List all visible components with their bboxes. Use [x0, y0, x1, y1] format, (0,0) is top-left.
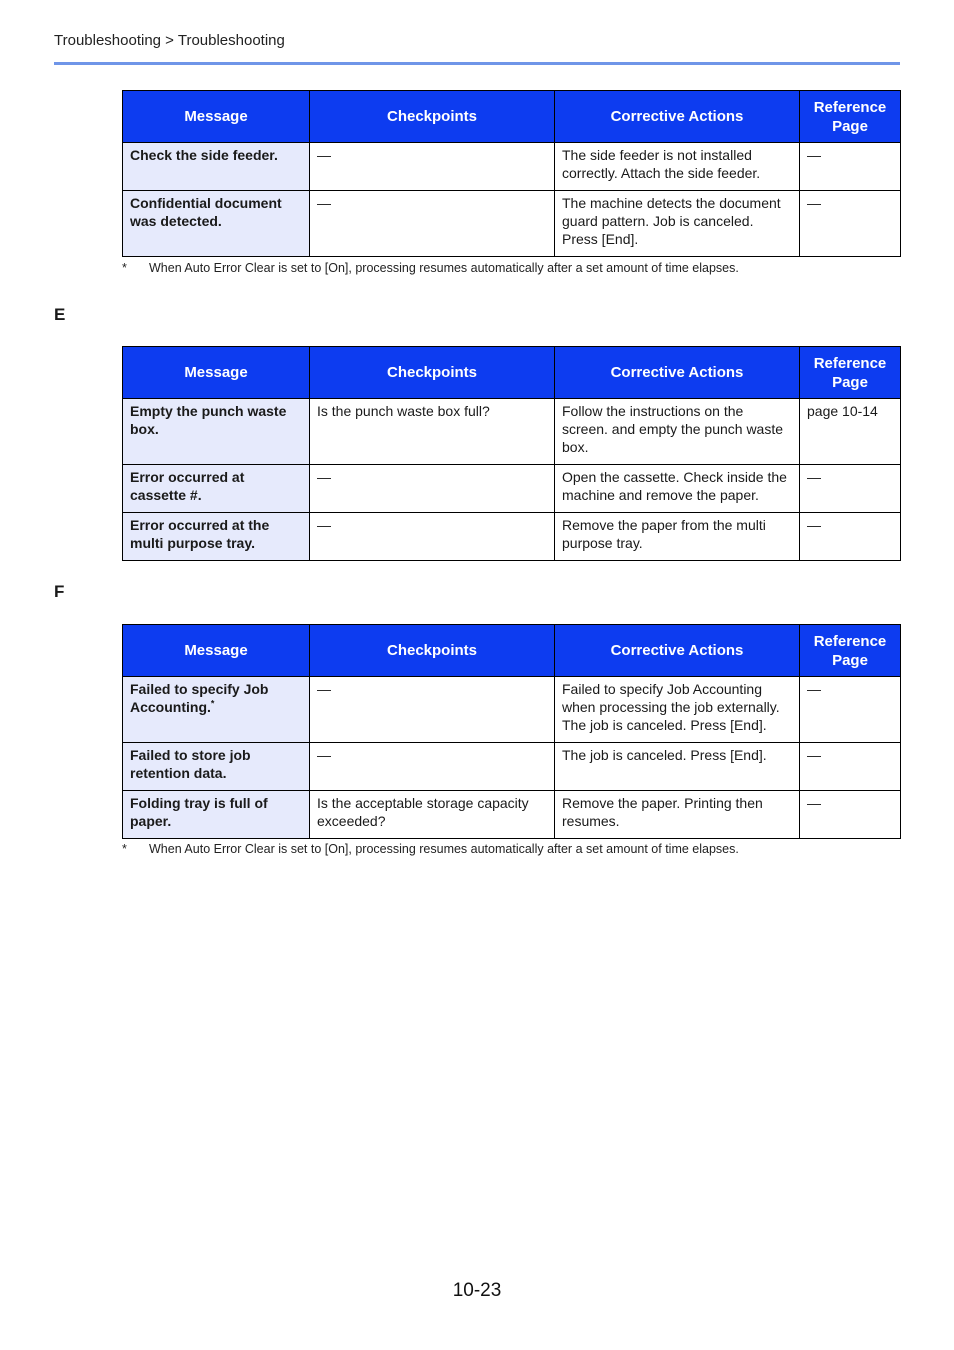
- error-table-continued: [122, 90, 901, 257]
- reference-cell: —: [800, 743, 901, 791]
- page-number: 10-23: [452, 1280, 502, 1301]
- message-text: Failed to specify Job Accounting.: [130, 681, 269, 715]
- section-heading-f: F: [54, 582, 65, 601]
- footnote: [122, 842, 739, 856]
- corrective-cell: The job is canceled. Press [End].: [555, 743, 800, 791]
- footnote-text: When Auto Error Clear is set to [On], processing resumes automatically after a set amount of time elapses.: [149, 261, 739, 275]
- reference-cell: —: [800, 513, 901, 561]
- checkpoints-cell: —: [310, 143, 555, 191]
- table-row: [123, 143, 901, 191]
- corrective-cell: Failed to specify Job Accounting when processing the job externally. The job is canceled. Press [End].: [555, 677, 800, 743]
- table-row: [123, 513, 901, 561]
- footnote-text: When Auto Error Clear is set to [On], processing resumes automatically after a set amount of time elapses.: [149, 842, 739, 856]
- message-cell: Error occurred at cassette #.: [123, 465, 310, 513]
- header-message: Message: [123, 347, 310, 399]
- reference-cell: —: [800, 677, 901, 743]
- footnote: [122, 261, 739, 275]
- checkpoints-cell: —: [310, 513, 555, 561]
- table-header-row: [123, 625, 901, 677]
- table-row: [123, 191, 901, 257]
- header-message: Message: [123, 91, 310, 143]
- table-row: [123, 677, 901, 743]
- header-reference-page: Reference Page: [800, 347, 901, 399]
- reference-cell: —: [800, 191, 901, 257]
- error-table-f: [122, 624, 901, 839]
- checkpoints-cell: —: [310, 465, 555, 513]
- header-checkpoints: Checkpoints: [310, 347, 555, 399]
- header-divider: [54, 62, 900, 65]
- message-cell: Failed to store job retention data.: [123, 743, 310, 791]
- header-message: Message: [123, 625, 310, 677]
- table-row: [123, 465, 901, 513]
- header-corrective-actions: Corrective Actions: [555, 625, 800, 677]
- table-row: [123, 791, 901, 839]
- message-cell: Folding tray is full of paper.: [123, 791, 310, 839]
- header-checkpoints: Checkpoints: [310, 625, 555, 677]
- reference-cell: —: [800, 143, 901, 191]
- corrective-cell: The side feeder is not installed correctly. Attach the side feeder.: [555, 143, 800, 191]
- corrective-cell: The machine detects the document guard pattern. Job is canceled. Press [End].: [555, 191, 800, 257]
- reference-cell: —: [800, 465, 901, 513]
- header-reference-page: Reference Page: [800, 625, 901, 677]
- message-cell: Confidential document was detected.: [123, 191, 310, 257]
- header-reference-page: Reference Page: [800, 91, 901, 143]
- footnote-mark: *: [122, 842, 127, 856]
- header-corrective-actions: Corrective Actions: [555, 91, 800, 143]
- table-header-row: [123, 91, 901, 143]
- checkpoints-cell: —: [310, 743, 555, 791]
- corrective-cell: Remove the paper. Printing then resumes.: [555, 791, 800, 839]
- checkpoints-cell: —: [310, 677, 555, 743]
- breadcrumb: Troubleshooting > Troubleshooting: [54, 32, 285, 49]
- checkpoints-cell: —: [310, 191, 555, 257]
- message-cell: Error occurred at the multi purpose tray.: [123, 513, 310, 561]
- error-table-e: [122, 346, 901, 561]
- message-cell: [123, 677, 310, 743]
- footnote-reference: *: [210, 698, 215, 709]
- table-header-row: [123, 347, 901, 399]
- checkpoints-cell: Is the acceptable storage capacity exceeded?: [310, 791, 555, 839]
- section-heading-e: E: [54, 305, 66, 324]
- table-row: [123, 399, 901, 465]
- header-checkpoints: Checkpoints: [310, 91, 555, 143]
- reference-cell: —: [800, 791, 901, 839]
- header-corrective-actions: Corrective Actions: [555, 347, 800, 399]
- corrective-cell: Open the cassette. Check inside the machine and remove the paper.: [555, 465, 800, 513]
- message-cell: Empty the punch waste box.: [123, 399, 310, 465]
- checkpoints-cell: Is the punch waste box full?: [310, 399, 555, 465]
- message-cell: Check the side feeder.: [123, 143, 310, 191]
- reference-cell: page 10-14: [800, 399, 901, 465]
- corrective-cell: Remove the paper from the multi purpose tray.: [555, 513, 800, 561]
- corrective-cell: Follow the instructions on the screen. and empty the punch waste box.: [555, 399, 800, 465]
- footnote-mark: *: [122, 261, 127, 275]
- table-row: [123, 743, 901, 791]
